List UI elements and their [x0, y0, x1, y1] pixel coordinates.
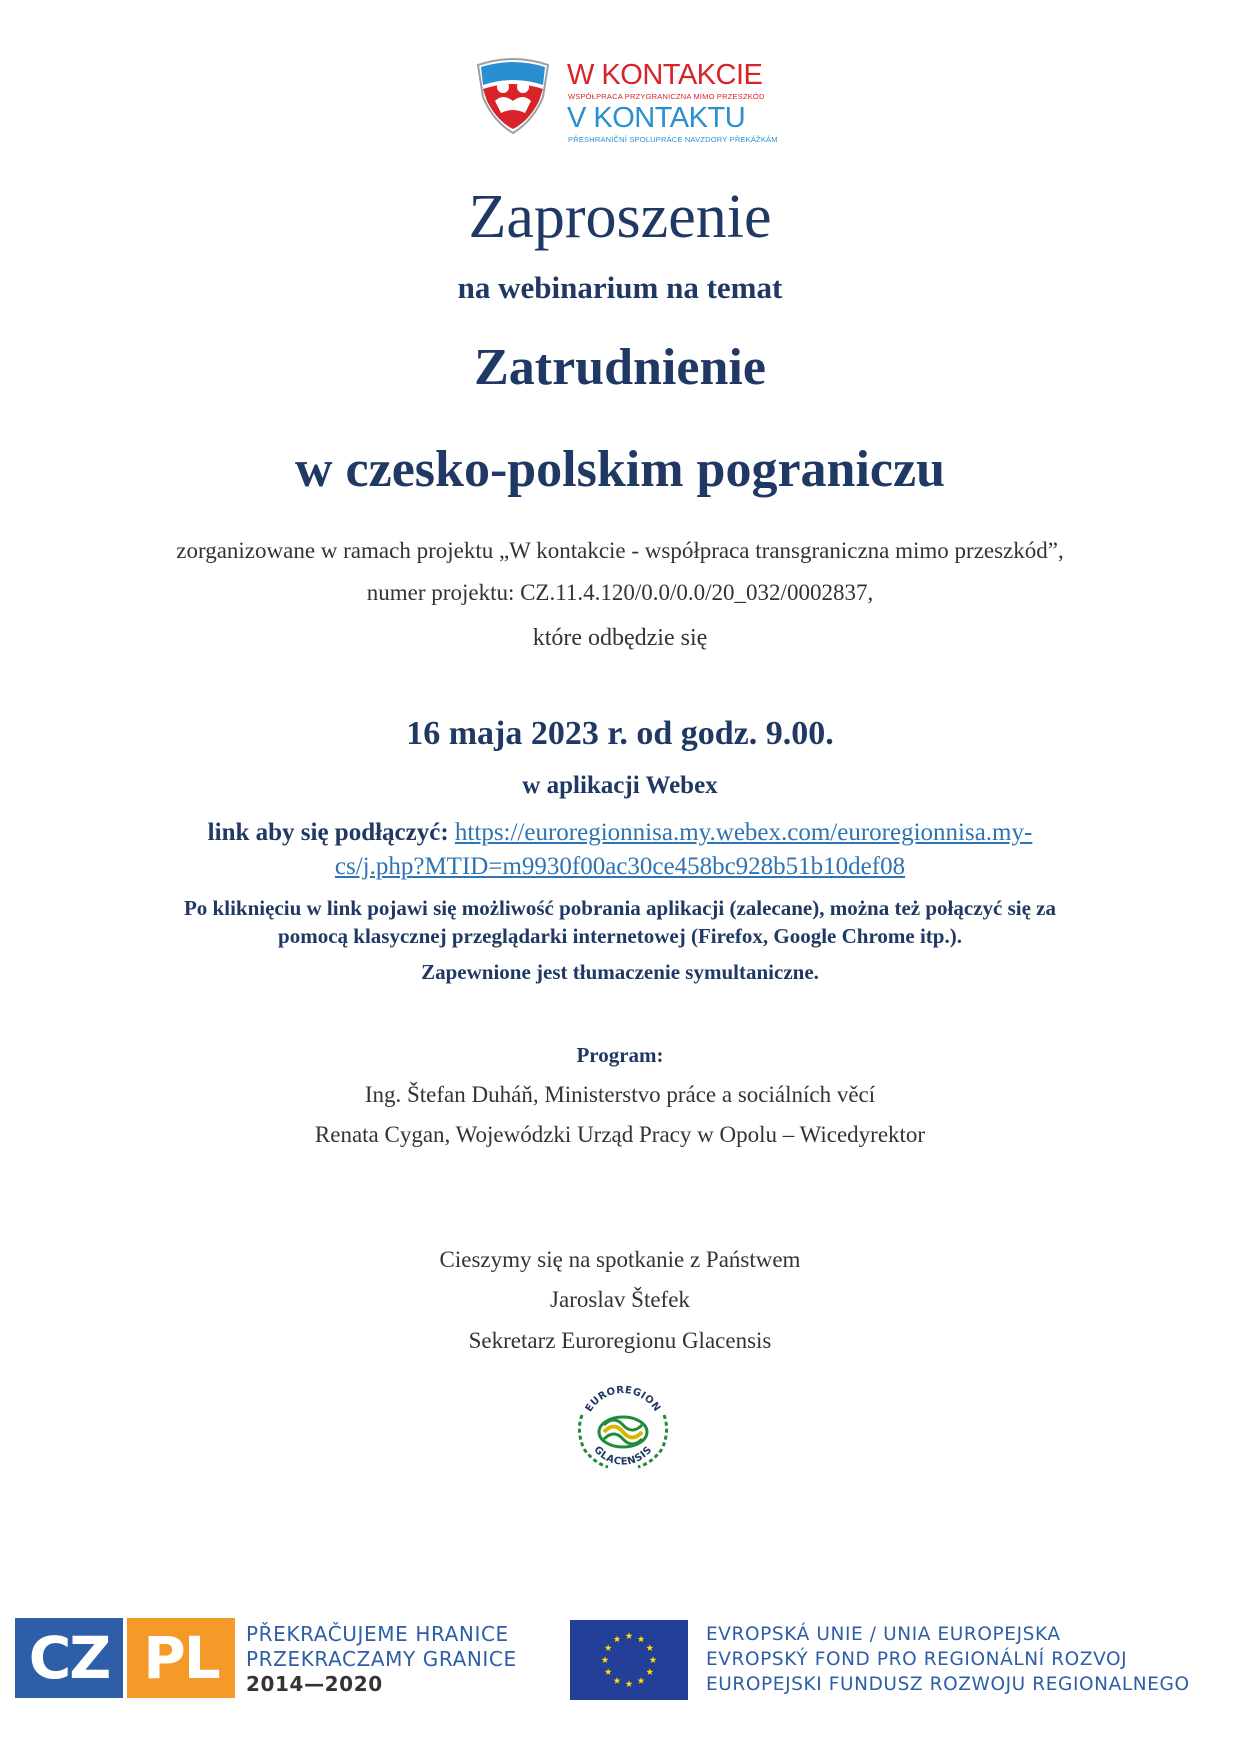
join-info-line-2: pomocą klasycznej przeglądarki internetowej (Firefox, Google Chrome itp.). [278, 924, 962, 948]
czpl-slogan-pl: PRZEKRACZAMY GRANICE [246, 1647, 517, 1671]
translation-note: Zapewnione jest tłumaczenie symultaniczne. [421, 960, 819, 984]
program-speaker: Renata Cygan, Wojewódzki Urząd Pracy w Opolu – Wicedyrektor [314, 1122, 926, 1147]
shield-people-icon [473, 57, 553, 137]
join-info [0, 894, 1240, 950]
project-number: numer projektu: CZ.11.4.120/0.0/0.0/20_032/0002837, [366, 580, 874, 605]
organized-text: zorganizowane w ramach projektu „W kontakcie - współpraca transgraniczna mimo przeszkód”, [176, 538, 1064, 563]
program-label: Program: [576, 1043, 664, 1067]
join-info-line-1: Po kliknięciu w link pojawi się możliwość pobrania aplikacji (zalecane), można też połączyć się za [183, 896, 1056, 920]
project-logo [455, 45, 785, 160]
signer-role: Sekretarz Euroregionu Glacensis [468, 1328, 772, 1353]
invitation-title: Zaproszenie [468, 183, 772, 251]
topic-line-2: w czesko-polskim pograniczu [295, 441, 945, 498]
eu-funding-text [706, 1622, 1190, 1697]
eu-text-line-2: EVROPSKÝ FOND PRO REGIONÁLNÍ ROZVOJ [706, 1649, 1128, 1670]
logo-subtitle-pl: WSPÓŁPRACA PRZYGRANICZNA MIMO PRZESZKÓD [568, 92, 765, 101]
invitation-subtitle: na webinarium na temat [457, 270, 783, 305]
signer-name: Jaroslav Štefek [550, 1287, 690, 1312]
link-block [0, 816, 1240, 884]
eu-text-line-1: EVROPSKÁ UNIE / UNIA EUROPEJSKA [706, 1624, 1061, 1645]
czpl-slogan [246, 1622, 517, 1697]
euroregion-logo-bottom-text: GLACENSIS [591, 1444, 655, 1468]
czpl-years: 2014—2020 [246, 1672, 383, 1696]
czpl-programme-logo [15, 1618, 235, 1698]
logo-title-cz: V KONTAKTU [567, 102, 746, 134]
euroregion-logo-top-text: EUROREGION [583, 1384, 663, 1415]
logo-title-pl: W KONTAKCIE [567, 59, 763, 91]
program-speaker: Ing. Štefan Duháň, Ministerstvo práce a sociálních věcí [364, 1082, 876, 1107]
event-app: w aplikacji Webex [522, 772, 718, 799]
czpl-cz-box: CZ [15, 1618, 123, 1698]
closing-greeting: Cieszymy się na spotkanie z Państwem [439, 1247, 801, 1272]
when-intro: które odbędzie się [532, 625, 708, 651]
webex-link-part2[interactable]: cs/j.php?MTID=m9930f00ac30ce458bc928b51b10def08 [334, 853, 906, 880]
czpl-slogan-cz: PŘEKRAČUJEME HRANICE [246, 1622, 509, 1646]
topic-line-1: Zatrudnienie [474, 339, 766, 396]
event-date: 16 maja 2023 r. od godz. 9.00. [406, 715, 834, 752]
logo-subtitle-cz: PŘESHRANIČNÍ SPOLUPRÁCE NAVZDORY PŘEKÁŽKÁM [568, 135, 778, 144]
czpl-pl-box: PL [127, 1618, 235, 1698]
svg-text:EUROREGION [584, 1385, 663, 1414]
eu-text-line-3: EUROPEJSKI FUNDUSZ ROZWOJU REGIONALNEGO [706, 1674, 1190, 1695]
webex-link-part1[interactable]: https://euroregionnisa.my.webex.com/euroregionnisa.my- [454, 819, 1033, 846]
euroregion-glacensis-logo [568, 1375, 678, 1485]
gs-monogram-icon [599, 1417, 647, 1447]
eu-flag-icon [570, 1620, 688, 1700]
link-label: link aby się podłączyć: [207, 819, 449, 846]
